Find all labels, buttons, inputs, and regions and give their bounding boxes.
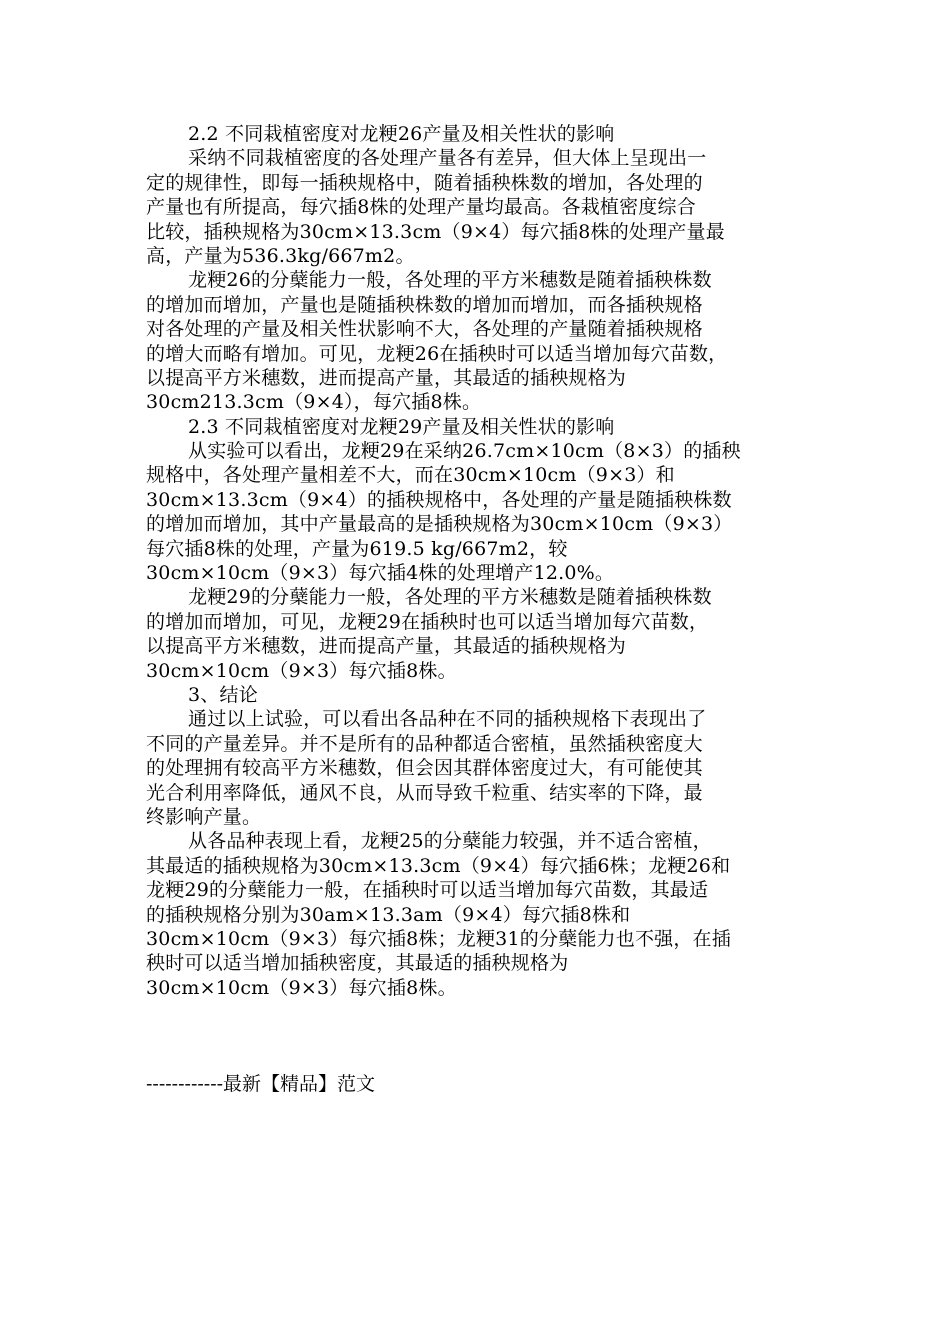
text-line: 定的规律性，即每一插秧规格中，随着插秧株数的增加，各处理的 <box>146 171 703 194</box>
text-line: 其最适的插秧规格为30cm×13.3cm（9×4）每穴插6株；龙粳26和 <box>146 854 731 877</box>
text-line: 终影响产量。 <box>146 805 262 828</box>
text-line: 2.2 不同栽植密度对龙粳26产量及相关性状的影响 <box>188 123 615 145</box>
text-line: 30cm×10cm（9×3）每穴插8株；龙粳31的分蘖能力也不强，在插 <box>146 927 731 950</box>
document-body <box>146 122 816 1000</box>
text-line: 的增加而增加，其中产量最高的是插秧规格为30cm×10cm（9×3） <box>146 513 733 536</box>
text-line: 光合利用率降低，通风不良，从而导致千粒重、结实率的下降，最 <box>146 781 703 804</box>
text-line: 比较，插秧规格为30cm×13.3cm（9×4）每穴插8株的处理产量最 <box>146 220 725 243</box>
text-line: 的增加而增加，产量也是随插秧株数的增加而增加，而各插秧规格 <box>146 293 703 316</box>
text-line: 产量也有所提高，每穴插8株的处理产量均最高。各栽植密度综合 <box>146 196 696 219</box>
text-line: 龙粳29的分蘖能力一般，各处理的平方米穗数是随着插秧株数 <box>188 586 712 609</box>
text-line: 的插秧规格分别为30am×13.3am（9×4）每穴插8株和 <box>146 903 631 926</box>
text-line: 的处理拥有较高平方米穗数，但会因其群体密度过大，有可能使其 <box>146 757 703 780</box>
text-line: 30cm×10cm（9×3）每穴插8株。 <box>146 659 457 682</box>
text-line: 采纳不同栽植密度的各处理产量各有差异，但大体上呈现出一 <box>188 147 707 170</box>
text-line: 每穴插8株的处理，产量为619.5 kg/667m2，较 <box>146 537 568 560</box>
text-line: 30cm213.3cm（9×4），每穴插8株。 <box>146 391 482 414</box>
text-line: 30cm×13.3cm（9×4）的插秧规格中，各处理的产量是随插秧株数 <box>146 488 732 511</box>
text-line: 对各处理的产量及相关性状影响不大，各处理的产量随着插秧规格 <box>146 318 703 341</box>
text-line: 通过以上试验，可以看出各品种在不同的插秧规格下表现出了 <box>188 708 707 731</box>
text-line: 2.3 不同栽植密度对龙粳29产量及相关性状的影响 <box>188 415 615 438</box>
text-line: 不同的产量差异。并不是所有的品种都适合密植，虽然插秧密度大 <box>146 732 703 755</box>
text-line: 3、结论 <box>188 683 258 706</box>
text-line: 高，产量为536.3kg/667m2。 <box>146 244 415 267</box>
text-line: 以提高平方米穗数，进而提高产量，其最适的插秧规格为 <box>146 635 627 658</box>
text-line: 龙粳29的分蘖能力一般，在插秧时可以适当增加每穴苗数，其最适 <box>146 879 709 902</box>
text-line: 秧时可以适当增加插秧密度，其最适的插秧规格为 <box>146 952 569 975</box>
text-line: 从实验可以看出，龙粳29在采纳26.7cm×10cm（8×3）的插秧 <box>188 440 741 463</box>
text-line: 30cm×10cm（9×3）每穴插4株的处理增产12.0%。 <box>146 562 615 585</box>
text-line: 以提高平方米穗数，进而提高产量，其最适的插秧规格为 <box>146 366 627 389</box>
text-line: 的增加而增加，可见，龙粳29在插秧时也可以适当增加每穴苗数， <box>146 610 709 633</box>
text-line: 从各品种表现上看，龙粳25的分蘖能力较强，并不适合密植， <box>188 830 712 853</box>
text-line: 规格中，各处理产量相差不大，而在30cm×10cm（9×3）和 <box>146 464 675 487</box>
text-line: 30cm×10cm（9×3）每穴插8株。 <box>146 976 457 999</box>
footer-note: ------------最新【精品】范文 <box>146 1073 376 1095</box>
text-line: 龙粳26的分蘖能力一般，各处理的平方米穗数是随着插秧株数 <box>188 269 712 292</box>
text-line: 的增大而略有增加。可见，龙粳26在插秧时可以适当增加每穴苗数， <box>146 342 728 365</box>
